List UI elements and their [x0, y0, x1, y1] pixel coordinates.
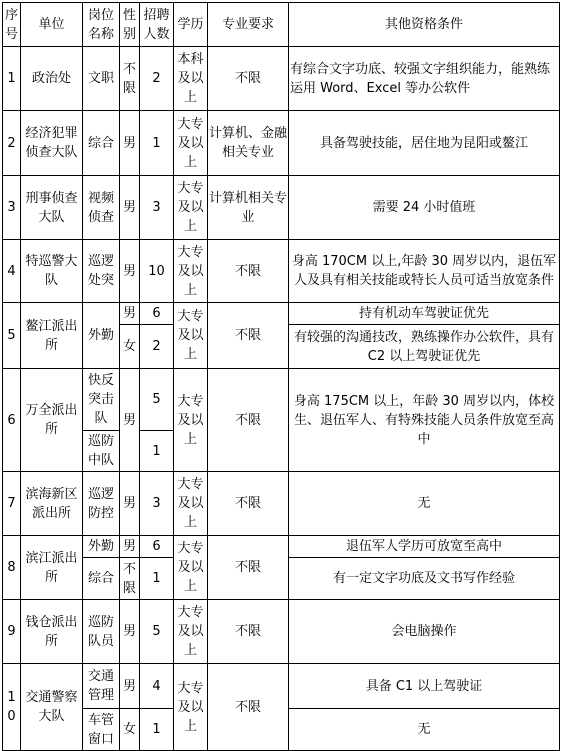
row-major: 不限 — [208, 536, 289, 600]
table-row — [3, 176, 560, 240]
row-count: 6 — [140, 536, 174, 558]
row-major: 不限 — [208, 369, 289, 472]
row-other: 需要 24 小时值班 — [289, 176, 560, 240]
row-other: 有一定文字功底及文书写作经验 — [289, 558, 560, 600]
row-count: 1 — [140, 558, 174, 600]
row-major: 计算机、金融相关专业 — [208, 111, 289, 176]
row-edu: 大专及以上 — [174, 111, 208, 176]
row-major: 不限 — [208, 47, 289, 111]
row-count: 4 — [140, 664, 174, 709]
row-other: 无 — [289, 472, 560, 536]
row-count: 1 — [140, 111, 174, 176]
row-edu: 大专及以上 — [174, 176, 208, 240]
row-unit: 刑事侦查大队 — [21, 176, 83, 240]
table-row — [3, 303, 560, 325]
row-seq: 2 — [3, 111, 21, 176]
row-gender: 女 — [120, 325, 140, 369]
row-post: 外勤 — [83, 303, 120, 369]
row-unit: 鳌江派出所 — [21, 303, 83, 369]
table-row — [3, 47, 560, 111]
row-unit: 特巡警大队 — [21, 240, 83, 303]
row-major: 不限 — [208, 664, 289, 751]
row-gender: 男 — [120, 600, 140, 664]
row-edu: 大专及以上 — [174, 303, 208, 369]
row-post: 车管窗口 — [83, 709, 120, 751]
row-unit: 交通警察大队 — [21, 664, 83, 751]
row-gender: 不限 — [120, 558, 140, 600]
row-edu: 大专及以上 — [174, 536, 208, 600]
row-other: 持有机动车驾驶证优先 — [289, 303, 560, 325]
row-major: 不限 — [208, 600, 289, 664]
row-edu: 大专及以上 — [174, 240, 208, 303]
row-other: 有较强的沟通技改，熟练操作办公软件，具有 C2 以上驾驶证优先 — [289, 325, 560, 369]
row-unit: 政治处 — [21, 47, 83, 111]
row-unit: 经济犯罪侦查大队 — [21, 111, 83, 176]
row-unit: 钱仓派出所 — [21, 600, 83, 664]
row-seq: 6 — [3, 369, 21, 472]
row-seq: 4 — [3, 240, 21, 303]
row-seq: 5 — [3, 303, 21, 369]
row-edu: 大专及以上 — [174, 472, 208, 536]
row-seq: 9 — [3, 600, 21, 664]
row-post: 巡防中队 — [83, 431, 120, 472]
header-seq: 序号 — [3, 3, 21, 47]
row-edu: 本科及以上 — [174, 47, 208, 111]
header-major: 专业要求 — [208, 3, 289, 47]
row-post: 交通管理 — [83, 664, 120, 709]
row-count: 3 — [140, 472, 174, 536]
row-post: 巡逻防控 — [83, 472, 120, 536]
row-post: 快反突击队 — [83, 369, 120, 431]
row-unit: 滨江派出所 — [21, 536, 83, 600]
row-other: 退伍军人学历可放宽至高中 — [289, 536, 560, 558]
table-row — [3, 111, 560, 176]
row-count: 5 — [140, 600, 174, 664]
row-post: 综合 — [83, 111, 120, 176]
row-other: 会电脑操作 — [289, 600, 560, 664]
row-major: 计算机相关专业 — [208, 176, 289, 240]
row-major: 不限 — [208, 303, 289, 369]
header-other: 其他资格条件 — [289, 3, 560, 47]
row-other: 有综合文字功底、较强文字组织能力，能熟练运用 Word、Excel 等办公软件 — [289, 47, 560, 111]
table-row — [3, 240, 560, 303]
row-post: 视频侦查 — [83, 176, 120, 240]
row-count: 5 — [140, 369, 174, 431]
row-gender: 男 — [120, 111, 140, 176]
row-count: 2 — [140, 325, 174, 369]
row-gender: 女 — [120, 709, 140, 751]
row-gender: 男 — [120, 664, 140, 709]
row-edu: 大专及以上 — [174, 600, 208, 664]
row-other: 具备 C1 以上驾驶证 — [289, 664, 560, 709]
row-seq: 8 — [3, 536, 21, 600]
row-count: 1 — [140, 431, 174, 472]
row-post: 巡逻处突 — [83, 240, 120, 303]
row-count: 10 — [140, 240, 174, 303]
row-seq: 10 — [3, 664, 21, 751]
row-count: 2 — [140, 47, 174, 111]
row-seq: 3 — [3, 176, 21, 240]
header-row — [3, 3, 560, 47]
row-gender: 男 — [120, 369, 140, 472]
table-row — [3, 369, 560, 431]
row-gender: 男 — [120, 472, 140, 536]
row-count: 3 — [140, 176, 174, 240]
row-post: 巡防队员 — [83, 600, 120, 664]
row-gender: 男 — [120, 536, 140, 558]
row-post: 综合 — [83, 558, 120, 600]
row-other: 身高 175CM 以上，年龄 30 周岁以内，体校生、退伍军人、有特殊技能人员条件放宽至高中 — [289, 369, 560, 472]
row-count: 1 — [140, 709, 174, 751]
row-unit: 万全派出所 — [21, 369, 83, 472]
header-unit: 单位 — [21, 3, 83, 47]
header-gender: 性别 — [120, 3, 140, 47]
row-seq: 1 — [3, 47, 21, 111]
table-row — [3, 664, 560, 709]
row-seq: 7 — [3, 472, 21, 536]
row-gender: 不限 — [120, 47, 140, 111]
row-gender: 男 — [120, 240, 140, 303]
row-edu: 大专及以上 — [174, 369, 208, 472]
table-row — [3, 472, 560, 536]
header-post: 岗位名称 — [83, 3, 120, 47]
row-other: 无 — [289, 709, 560, 751]
header-count: 招聘人数 — [140, 3, 174, 47]
table-row — [3, 536, 560, 558]
row-other: 身高 170CM 以上,年龄 30 周岁以内，退伍军人及具有相关技能或特长人员可适当放宽条件 — [289, 240, 560, 303]
recruitment-table — [2, 2, 560, 751]
row-unit: 滨海新区派出所 — [21, 472, 83, 536]
row-major: 不限 — [208, 472, 289, 536]
row-post: 外勤 — [83, 536, 120, 558]
row-count: 6 — [140, 303, 174, 325]
row-other: 具备驾驶技能，居住地为昆阳或鳌江 — [289, 111, 560, 176]
row-gender: 男 — [120, 176, 140, 240]
row-edu: 大专及以上 — [174, 664, 208, 751]
table-row — [3, 600, 560, 664]
row-gender: 男 — [120, 303, 140, 325]
row-post: 文职 — [83, 47, 120, 111]
row-major: 不限 — [208, 240, 289, 303]
header-edu: 学历 — [174, 3, 208, 47]
